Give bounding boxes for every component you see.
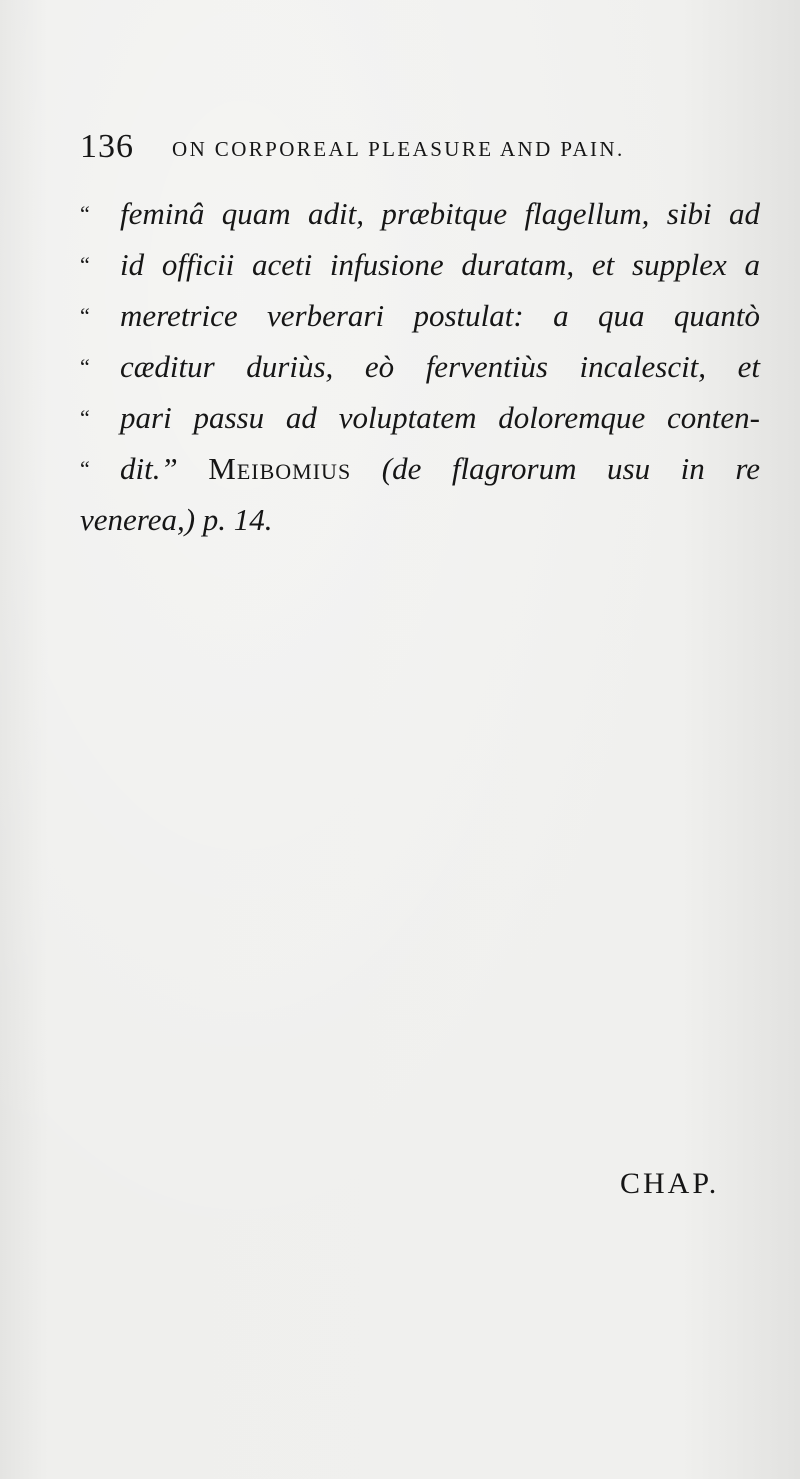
citation-line <box>80 494 760 545</box>
quote-line <box>80 188 760 239</box>
quote-final-line-text <box>120 443 760 494</box>
citation-work-title: (de flagrorum usu in re <box>381 451 761 486</box>
quote-mark: “ <box>80 405 90 430</box>
quote-mark: “ <box>80 201 90 226</box>
citation-work-title-end: venerea,) <box>80 502 196 537</box>
quote-line-text: pari passu ad voluptatem doloremque conten- <box>120 400 760 435</box>
quote-mark: “ <box>80 354 90 379</box>
quote-end: dit.” <box>120 451 178 486</box>
citation-author: Meibomius <box>208 451 352 486</box>
quote-line-text: feminâ quam adit, præbitque flagellum, sibi ad <box>120 196 760 231</box>
quote-mark: “ <box>80 252 90 277</box>
running-head <box>80 128 720 172</box>
catchword: CHAP. <box>620 1167 720 1200</box>
running-title: ON CORPOREAL PLEASURE AND PAIN. <box>172 137 625 161</box>
citation-page-ref: p. 14. <box>202 502 273 537</box>
quote-mark: “ <box>80 303 90 328</box>
quote-line-text: cæditur duriùs, eò ferventiùs incalescit, et <box>120 349 760 384</box>
quote-line <box>80 392 760 443</box>
quote-line-text: id officii aceti infusione duratam, et supplex a <box>120 247 760 282</box>
quote-final-line <box>80 443 760 494</box>
quote-line <box>80 290 760 341</box>
quote-line <box>80 341 760 392</box>
quote-line-text: meretrice verberari postulat: a qua quantò <box>120 298 760 333</box>
quote-line <box>80 239 760 290</box>
latin-quotation <box>80 188 760 545</box>
page-number: 136 <box>80 128 134 165</box>
quote-mark: “ <box>80 456 90 481</box>
